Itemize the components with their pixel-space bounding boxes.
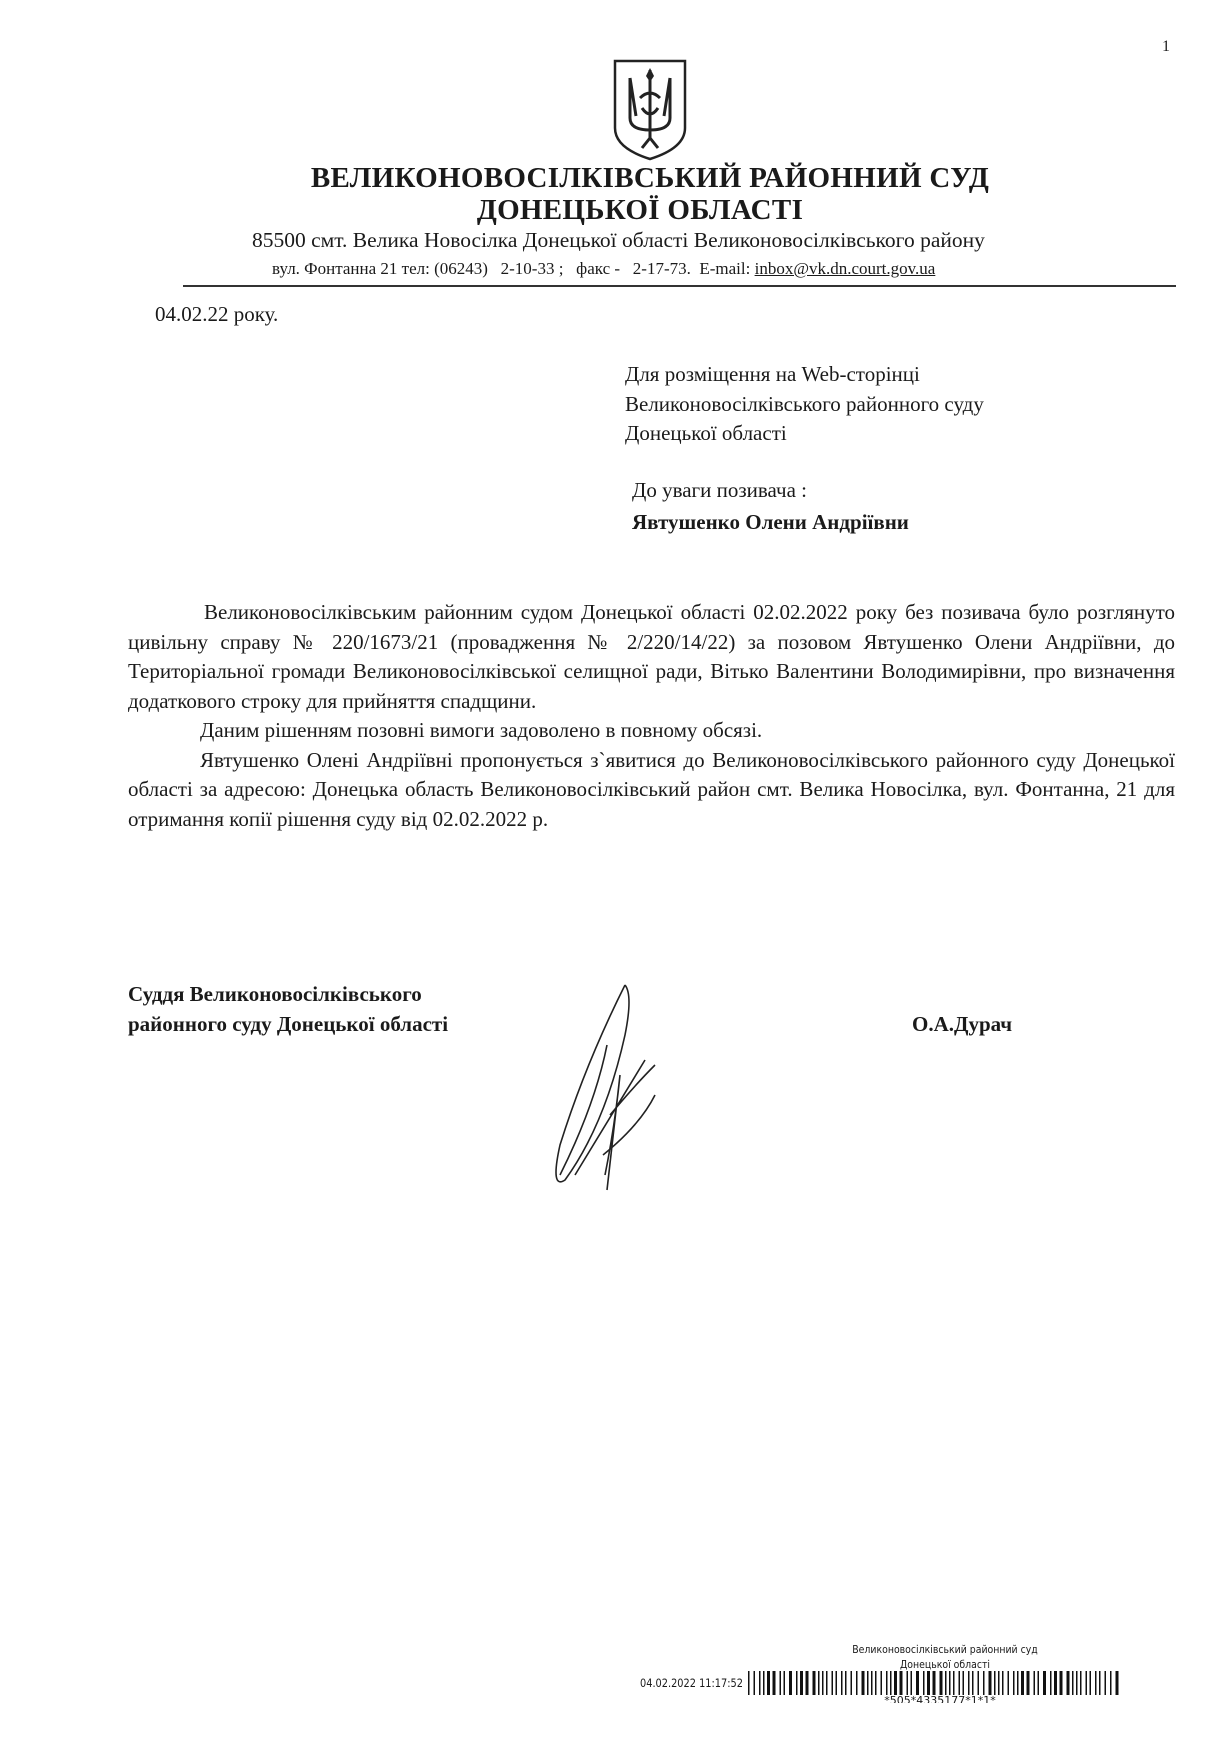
barcode — [748, 1671, 1120, 1695]
attention-label: До уваги позивача : — [632, 478, 807, 502]
trident-emblem-icon — [612, 58, 688, 162]
body-paragraph: Явтушенко Олені Андріївні пропонується з`явитися до Великоновосілківського районного суду Донецької області за адресою: Донецька область Великоновосілківський район смт. Велика Новосілка, вул. Фонтанна, 21 для отримання копії рішення суду від 02.02.2022 р. — [128, 747, 1175, 831]
barcode-bar — [1076, 1671, 1078, 1695]
header-divider — [183, 285, 1176, 287]
barcode-bar — [1054, 1671, 1057, 1695]
barcode-bar — [1008, 1671, 1010, 1695]
barcode-bar — [983, 1671, 985, 1695]
barcode-bar — [1021, 1671, 1024, 1695]
barcode-bar — [900, 1671, 903, 1695]
barcode-bar — [881, 1671, 883, 1695]
barcode-bar — [1050, 1671, 1052, 1695]
stamp-org-line2: Донецької області — [899, 1658, 991, 1671]
stamp-timestamp: 04.02.2022 11:17:52 — [640, 1676, 743, 1690]
barcode-bar — [851, 1671, 853, 1695]
barcode-bar — [832, 1671, 834, 1695]
barcode-bar — [933, 1671, 936, 1695]
letter-body — [128, 598, 1175, 834]
barcode-bar — [907, 1671, 909, 1695]
barcode-bar — [963, 1671, 965, 1695]
barcode-bar — [890, 1671, 892, 1695]
barcode-bar — [923, 1671, 925, 1695]
stamp-org-line1: Великоновосілківський районний суд — [852, 1643, 1038, 1656]
barcode-bar — [978, 1671, 980, 1695]
barcode-bar — [1099, 1671, 1101, 1695]
barcode-bar — [1086, 1671, 1088, 1695]
court-contacts — [272, 259, 935, 279]
barcode-bar — [1080, 1671, 1082, 1695]
barcode-bar — [959, 1671, 961, 1695]
barcode-bar — [784, 1671, 786, 1695]
court-name-line2: ДОНЕЦЬКОЇ ОБЛАСТІ — [476, 194, 804, 226]
letter-date: 04.02.22 року. — [155, 302, 279, 326]
barcode-bar — [871, 1671, 873, 1695]
addressee-line2: Великоновосілківського районного суду — [625, 392, 984, 416]
contacts-text: вул. Фонтанна 21 тел: (06243) 2-10-33 ; факс - 2-17-73. E-mail: — [272, 259, 755, 278]
barcode-bar — [773, 1671, 776, 1695]
judge-title-line1: Суддя Великоновосілківського — [128, 982, 422, 1006]
addressee-line1: Для розміщення на Web-сторінці — [625, 362, 920, 386]
barcode-bar — [1017, 1671, 1019, 1695]
barcode-bar — [767, 1671, 770, 1695]
handwritten-signature — [545, 975, 695, 1205]
barcode-bar — [968, 1671, 970, 1695]
barcode-bar — [1067, 1671, 1070, 1695]
page-number: 1 — [1162, 38, 1170, 55]
barcode-bar — [748, 1671, 750, 1695]
barcode-bar — [806, 1671, 809, 1695]
barcode-bar — [994, 1671, 996, 1695]
barcode-bar — [911, 1671, 913, 1695]
barcode-bar — [875, 1671, 877, 1695]
barcode-bar — [822, 1671, 824, 1695]
barcode-number: *505*4335177*1*1* — [884, 1694, 996, 1703]
barcode-bar — [856, 1671, 858, 1695]
barcode-bar — [862, 1671, 865, 1695]
barcode-bar — [763, 1671, 765, 1695]
barcode-bar — [800, 1671, 803, 1695]
barcode-bar — [1110, 1671, 1112, 1695]
barcode-bar — [989, 1671, 992, 1695]
barcode-bar — [886, 1671, 888, 1695]
barcode-bar — [796, 1671, 798, 1695]
barcode-bar — [998, 1671, 1000, 1695]
addressee-line3: Донецької області — [625, 421, 787, 445]
barcode-bar — [953, 1671, 955, 1695]
barcode-bar — [826, 1671, 828, 1695]
barcode-bar — [1116, 1671, 1119, 1695]
court-address: 85500 смт. Велика Новосілка Донецької області Великоновосілківського району — [252, 228, 985, 252]
barcode-bar — [1034, 1671, 1036, 1695]
judge-name: О.А.Дурач — [912, 1012, 1013, 1036]
body-paragraph: Даним рішенням позовні вимоги задоволено в повному обсязі. — [200, 718, 763, 742]
barcode-bar — [894, 1671, 897, 1695]
court-name-line1: ВЕЛИКОНОВОСІЛКІВСЬКИЙ РАЙОННИЙ СУД — [310, 162, 990, 194]
barcode-bar — [754, 1671, 756, 1695]
email-link[interactable]: inbox@vk.dn.court.gov.ua — [754, 259, 936, 278]
barcode-bar — [759, 1671, 761, 1695]
barcode-bar — [1105, 1671, 1107, 1695]
barcode-bar — [818, 1671, 820, 1695]
barcode-bar — [940, 1671, 943, 1695]
plaintiff-name: Явтушенко Олени Андріївни — [632, 510, 909, 534]
barcode-bar — [845, 1671, 847, 1695]
barcode-bar — [916, 1671, 919, 1695]
barcode-bar — [1043, 1671, 1046, 1695]
barcode-bar — [949, 1671, 951, 1695]
judge-title-line2: районного суду Донецької області — [128, 1012, 449, 1036]
barcode-bar — [1095, 1671, 1097, 1695]
barcode-bar — [1060, 1671, 1063, 1695]
barcode-bar — [813, 1671, 816, 1695]
barcode-bar — [927, 1671, 930, 1695]
barcode-bar — [867, 1671, 869, 1695]
barcode-bar — [1090, 1671, 1092, 1695]
barcode-bar — [780, 1671, 782, 1695]
barcode-bar — [789, 1671, 792, 1695]
barcode-bar — [1013, 1671, 1015, 1695]
barcode-bar — [1027, 1671, 1030, 1695]
body-paragraph: Великоновосілківським районним судом Донецької області 02.02.2022 року без позивача було розглянуто цивільну справу № 220/1673/21 (провадження № 2/220/14/22) за позовом Явтушенко Олени Андріївни, до Територіальної громади Великоновосілківської селищної ради, Вітько Валентини Володимирівни, про визначення додаткового строку для прийняття спадщини. — [128, 600, 1175, 713]
barcode-bar — [945, 1671, 947, 1695]
barcode-bar — [836, 1671, 838, 1695]
barcode-bar — [1002, 1671, 1004, 1695]
barcode-bar — [1072, 1671, 1074, 1695]
barcode-bar — [1038, 1671, 1040, 1695]
barcode-bar — [841, 1671, 843, 1695]
barcode-bar — [972, 1671, 974, 1695]
